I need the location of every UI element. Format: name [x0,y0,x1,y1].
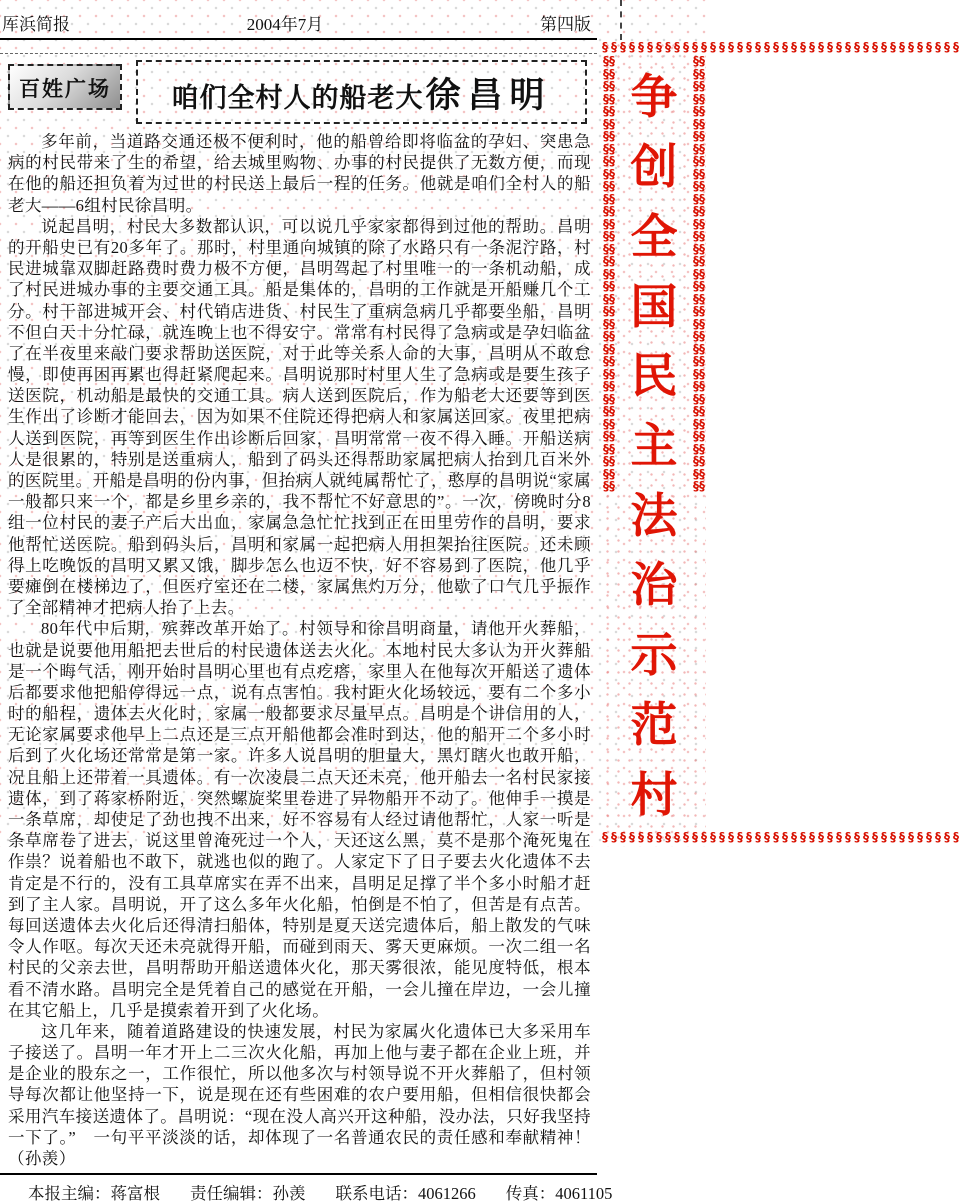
banner-slogan-text [616,55,692,830]
page-header [0,0,597,40]
banner-char: 法 [630,490,678,543]
top-dashed-line [620,0,622,40]
article-paragraph: 这几年来，随着道路建设的快速发展，村民为家属火化遗体已大多采用车子接送了。昌明一年才开上二三次火化船，再加上他与妻子都在企业上班，并是企业的股东之一，工作很忙，所以他多次与村领导说不开火葬船了，但村领导每次都让他坚持一下，说是现在还有些困难的农户要用船，但相信很快都会采用汽车接送遗体了。昌明说：“现在没人高兴开这种船，没办法，只好我坚持一下了。” 一句平平淡淡的话，却体现了一名普通农民的责任感和奉献精神！ （孙羡） [8,1021,608,1168]
article-body [0,126,608,1169]
banner-char: 全 [630,211,678,264]
footer-bar [0,1175,613,1204]
article-title-person-name: 徐昌明 [425,76,552,115]
banner-middle [602,55,706,830]
edition-number: 第四版 [540,15,591,34]
article-paragraph: 说起昌明，村民大多数都认识，可以说几乎家家都得到过他的帮助。昌明的开船史已有20多年了。那时，村里通向城镇的除了水路只有一条泥泞路，村民进城靠双脚赶路费时费力极不方便，昌明驾起了村里唯一的一条机动船，成了村民进城办事的主要交通工具。船是集体的，昌明的工作就是开船赚几个工分。村干部进城开会、村代销店进货、村民生了重病急病几乎都要坐船，昌明不但白天十分忙碌，就连晚上也不得安宁。常常有村民得了急病或是孕妇临盆了在半夜里来敲门要求帮助送医院，对于此等关系人命的大事，昌明从不敢怠慢，即使再困再累也得赶紧爬起来。昌明说那时村里人生了急病或是要生孩子送医院，机动船是最快的交通工具。病人送到医院后，作为船老大还要等到医生作出了诊断才能回去，因为如果不住院还得把病人和家属送回家。夜里把病人送到医院，再等到医生作出诊断后回家，昌明常常一夜不得入睡。开船送病人是很累的，特别是送重病人，船到了码头还得帮助家属把病人抬到几百米外的医院里。开船是昌明的份内事，但抬病人就纯属帮忙了，憨厚的昌明说“家属一般都只来一个，都是乡里乡亲的，我不帮忙不好意思的”。一次，傍晚时分8组一位村民的妻子产后大出血，家属急急忙忙找到正在田里劳作的昌明，要求他帮忙送医院。船到码头后，昌明和家属一起把病人用担架抬往医院。还未顾得上吃晚饭的昌明又累又饿，脚步怎么也迈不快，好不容易到了医院，他几乎要瘫倒在楼梯边了，但医疗室还在二楼，家属焦灼万分，他歇了口气几乎振作了全部精神才把病人抬了上去。 [8,216,591,618]
banner-char: 争 [630,72,678,125]
banner-char: 民 [630,351,678,404]
footer-fax: 传真：4061105 [505,1184,613,1204]
masthead-title: 厍浜简报 [2,15,70,34]
banner-char: 示 [630,630,678,683]
banner-char: 国 [630,281,678,334]
banner-ornament-top: §§§§§§§§§§§§§§§§§§§§§§§§§§§§§§§§§§§§§§§§ [602,40,962,54]
slogan-banner [602,40,962,845]
banner-char: 治 [630,560,678,613]
banner-ornament-left: §§§§§§§§§§§§§§§§§§§§§§§§§§§§§§§§§§§§§§§§§§§§§§§§§§§§§§§§§§§§§§§§§§§§§§ [603,54,615,493]
article-title: 咱们全村人的船老大 [171,83,424,113]
footer-phone: 联系电话：4061266 [335,1184,476,1204]
banner-char: 范 [630,699,678,752]
article-title-box [136,60,587,124]
article-paragraph: 80年代中后期，殡葬改革开始了。村领导和徐昌明商量，请他开火葬船，也就是说要他用船把去世后的村民遗体送去火化。本地村民大多认为开火葬船是一个晦气活，刚开始时昌明心里也有点疙瘩，家里人在他每次开船送了遗体后都要求他把船停得远一点，说有点害怕。我村距火化场较远，要有二个多小时的船程，遗体去火化时，家属一般都要求尽量早点。昌明是个讲信用的人，无论家属要求他早上二点还是三点开船他都会准时到达，他的船开二个多小时后到了火化场还常常是第一家。许多人说昌明的胆量大，黑灯瞎火也敢开船，况且船上还带着一具遗体。有一次凌晨二点天还未亮，他开船去一名村民家接遗体，到了蒋家桥附近，突然螺旋桨里卷进了异物船开不动了。他伸手一摸是一条草席，却使足了劲也拽不出来，好不容易有人经过请他帮忙，人家一听是条草席卷了进去，说这里曾淹死过一个人，天还这么黑，莫不是那个淹死鬼在作祟？说着船也不敢下，就逃也似的跑了。人家定下了日子要去火化遗体不去肯定是不行的，没有工具草席实在弄不出来，昌明足足撑了半个多小时船才赶到了主人家。昌明说，开了这么多年火化船，怕倒是不怕了，但苦是有点苦。每回送遗体去火化后还得清扫船体，特别是夏天送完遗体后，船上散发的气味令人作呕。每次天还未亮就得开船，而碰到雨天、雾天更麻烦。一次二组一名村民的父亲去世，昌明帮助开船送遗体火化，那天雾很浓，能见度特低，根本看不清水路。昌明完全是凭着自己的感觉在开船，一会儿撞在岸边，一会儿撞在其它船上，几乎是摸索着开到了火化场。 [8,619,591,1020]
footer-chief-editor: 本报主编：蒋富根 [28,1184,160,1204]
footer-responsible-editor: 责任编辑：孙羡 [190,1184,306,1204]
banner-char: 主 [630,420,678,473]
banner-char: 创 [630,142,678,195]
banner-char: 村 [630,769,678,822]
article-paragraph: 多年前，当道路交通还极不便利时，他的船曾给即将临盆的孕妇、突患急病的村民带来了生的希望，给去城里购物、办事的村民提供了无数方便，而现在他的船还担负着为过世的村民送上最后一程的任务。他就是咱们全村人的船老大——6组村民徐昌明。 [8,132,591,215]
dashed-divider [0,53,597,54]
issue-date: 2004年7月 [246,15,324,34]
banner-ornament-bottom: §§§§§§§§§§§§§§§§§§§§§§§§§§§§§§§§§§§§§§§§ [602,830,962,844]
banner-ornament-right: §§§§§§§§§§§§§§§§§§§§§§§§§§§§§§§§§§§§§§§§§§§§§§§§§§§§§§§§§§§§§§§§§§§§§§ [693,54,705,493]
section-label: 百姓广场 [8,64,122,110]
title-row [8,60,587,124]
